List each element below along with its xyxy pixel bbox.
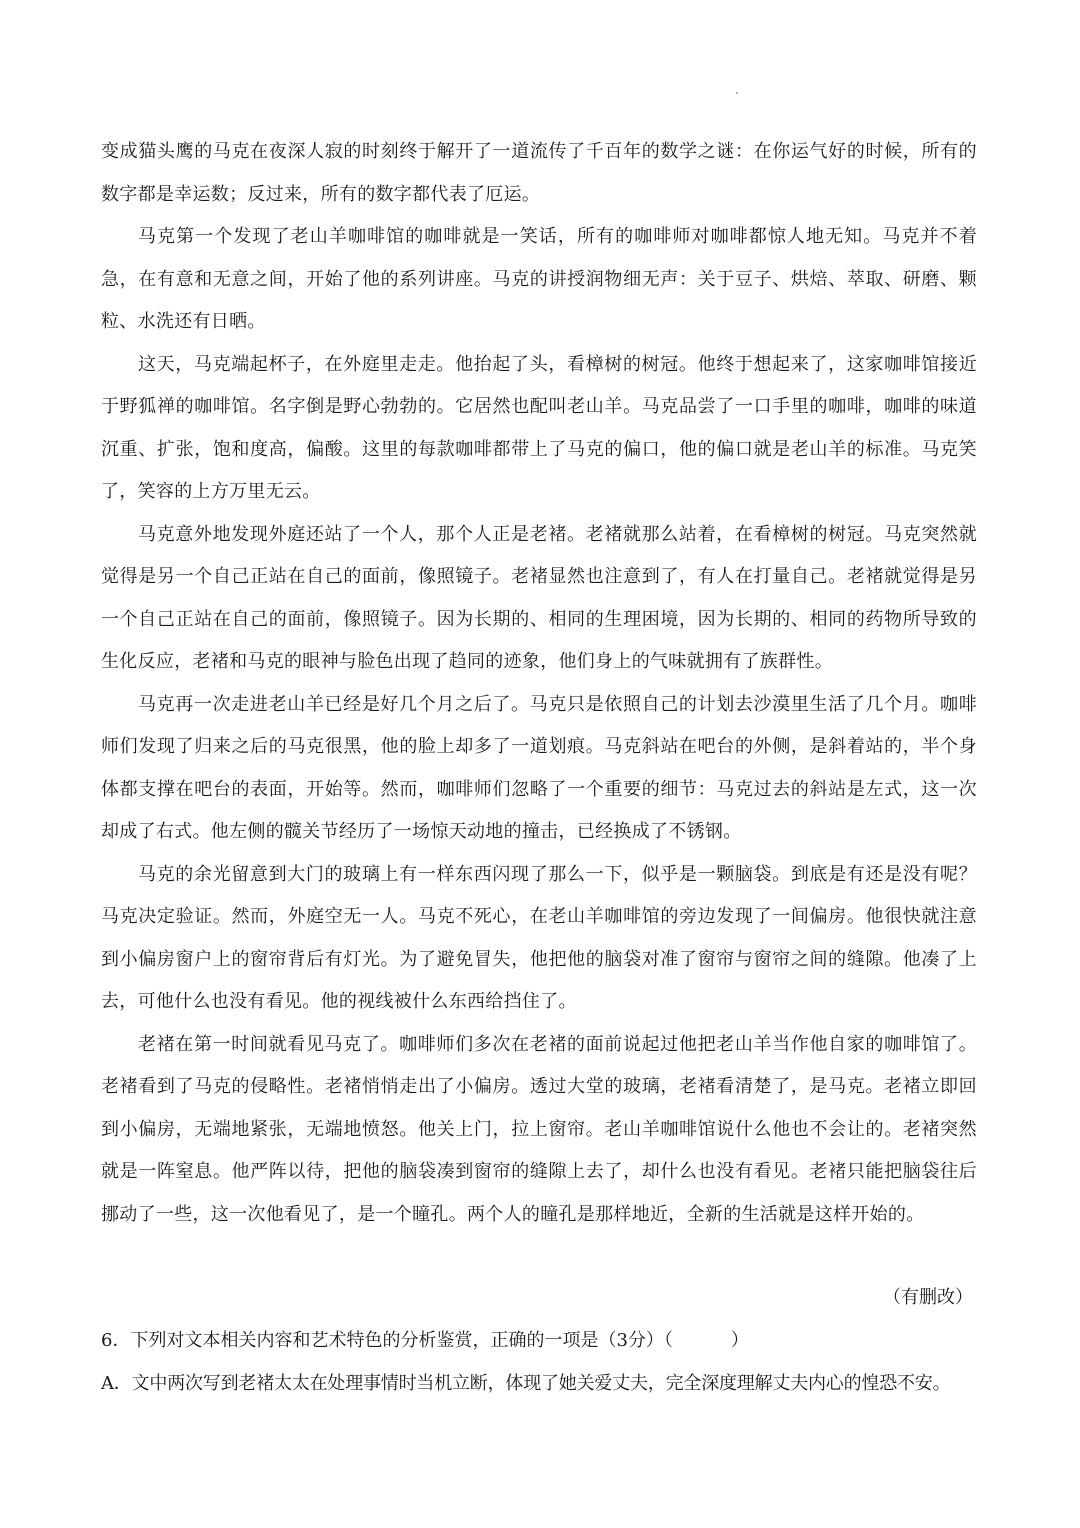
paragraph-1: 变成猫头鹰的马克在夜深人寂的时刻终于解开了一道流传了千百年的数学之谜：在你运气好的时候，所有的数字都是幸运数；反过来，所有的数字都代表了厄运。 (101, 141, 977, 205)
question-stem: 6．下列对文本相关内容和艺术特色的分析鉴赏，正确的一项是（3分）（ (101, 1330, 673, 1351)
paragraph-6: 马克的余光留意到大门的玻璃上有一样东西闪现了那么一下，似乎是一颗脑袋。到底是有还是没有呢？马克决定验证。然而，外庭空无一人。马克不死心，在老山羊咖啡馆的旁边发现了一间偏房。他很快就注意到小偏房窗户上的窗帘背后有灯光。为了避免冒失，他把他的脑袋对准了窗帘与窗帘之间的缝隙。他凑了上去，可他什么也没有看见。他的视线被什么东西给挡住了。 (101, 863, 977, 1012)
question-stem-end: ） (730, 1330, 749, 1351)
paragraph-3: 这天，马克端起杯子，在外庭里走走。他抬起了头，看樟树的树冠。他终于想起来了，这家咖啡馆接近于野狐禅的咖啡馆。名字倒是野心勃勃的。它居然也配叫老山羊。马克品尝了一口手里的咖啡，咖啡的味道沉重、扩张，饱和度高，偏酸。这里的每款咖啡都带上了马克的偏口，他的偏口就是老山羊的标准。马克笑了，笑容的上方万里无云。 (101, 353, 977, 502)
paragraph-2: 马克第一个发现了老山羊咖啡馆的咖啡就是一笑话，所有的咖啡师对咖啡都惊人地无知。马克并不着急，在有意和无意之间，开始了他的系列讲座。马克的讲授润物细无声：关于豆子、烘焙、萃取、研磨、颗粒、水洗还有日晒。 (101, 226, 977, 332)
scan-dot (736, 92, 738, 94)
question-6 (101, 1325, 991, 1357)
source-note: （有删改） (883, 1287, 973, 1308)
paragraph-5: 马克再一次走进老山羊已经是好几个月之后了。马克只是依照自己的计划去沙漠里生活了几个月。咖啡师们发现了归来之后的马克很黑，他的脸上却多了一道划痕。马克斜站在吧台的外侧，是斜着站的，半个身体都支撑在吧台的表面，开始等。然而，咖啡师们忽略了一个重要的细节：马克过去的斜站是左式，这一次却成了右式。他左侧的髋关节经历了一场惊天动地的撞击，已经换成了不锈钢。 (101, 693, 977, 842)
option-a: A．文中两次写到老褚太太在处理事情时当机立断，体现了她关爱丈夫，完全深度理解丈夫内心的惶恐不安。 (101, 1373, 951, 1394)
article-body (101, 131, 977, 1236)
paragraph-4: 马克意外地发现外庭还站了一个人，那个人正是老褚。老褚就那么站着，在看樟树的树冠。马克突然就觉得是另一个自己正站在自己的面前，像照镜子。老褚显然也注意到了，有人在打量自己。老褚就觉得是另一个自己正站在自己的面前，像照镜子。因为长期的、相同的生理困境，因为长期的、相同的药物所导致的生化反应，老褚和马克的眼神与脸色出现了趋同的迹象，他们身上的气味就拥有了族群性。 (101, 523, 977, 672)
paragraph-7: 老褚在第一时间就看见马克了。咖啡师们多次在老褚的面前说起过他把老山羊当作他自家的咖啡馆了。老褚看到了马克的侵略性。老褚悄悄走出了小偏房。透过大堂的玻璃，老褚看清楚了，是马克。老褚立即回到小偏房，无端地紧张，无端地愤怒。他关上门，拉上窗帘。老山羊咖啡馆说什么他也不会让的。老褚突然就是一阵窒息。他严阵以待，把他的脑袋凑到窗帘的缝隙上去了，却什么也没有看见。老褚只能把脑袋往后挪动了一些，这一次他看见了，是一个瞳孔。两个人的瞳孔是那样地近，全新的生活就是这样开始的。 (101, 1033, 977, 1225)
